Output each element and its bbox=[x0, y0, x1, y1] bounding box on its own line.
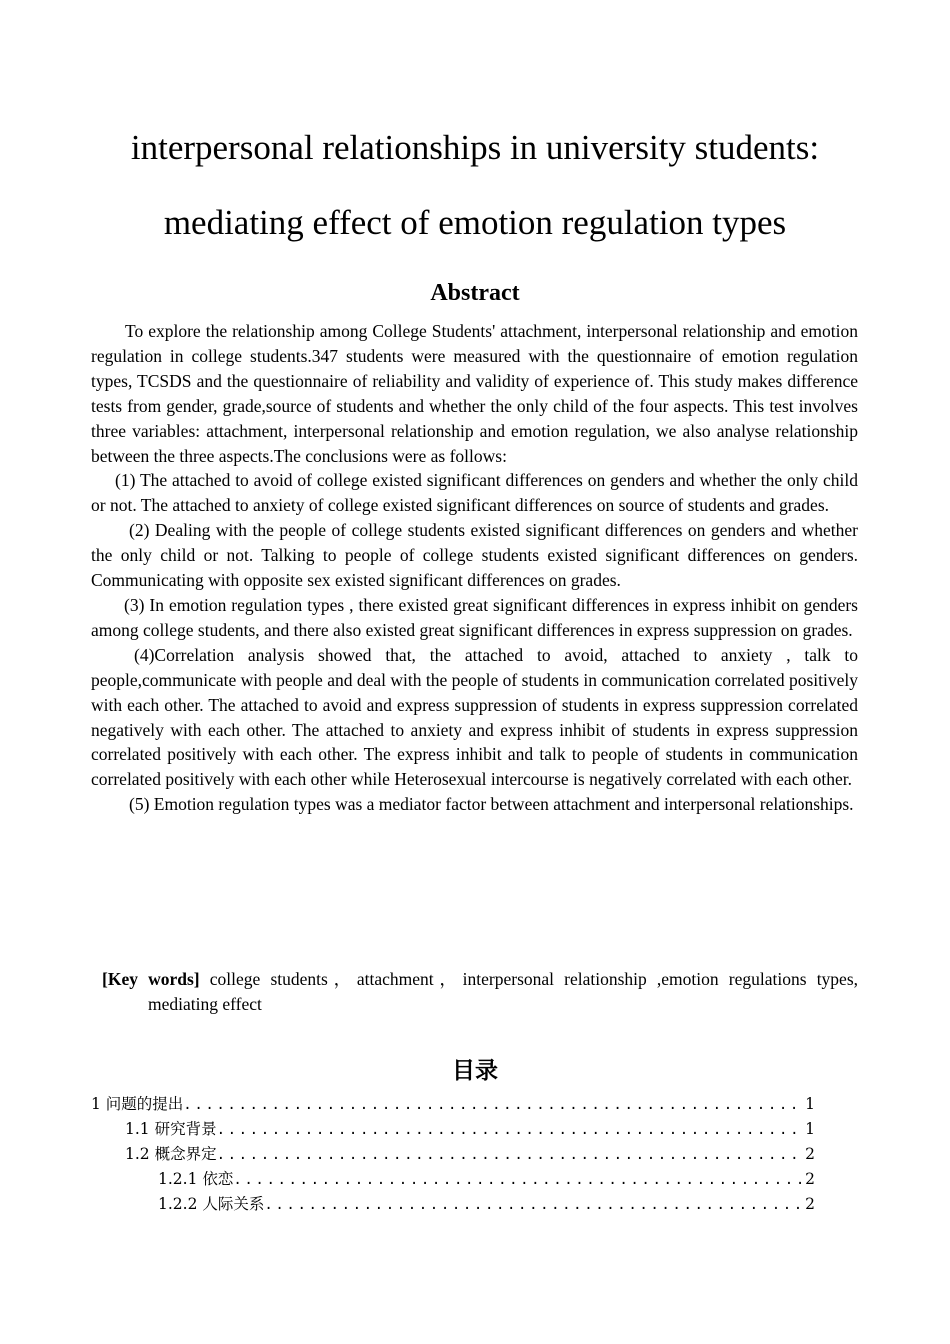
toc-entry-page: 1 bbox=[805, 1120, 815, 1138]
toc-entry[interactable] bbox=[91, 1167, 815, 1192]
toc-entry[interactable] bbox=[91, 1192, 815, 1217]
keywords bbox=[102, 967, 858, 1016]
paper-title-line-1: interpersonal relationships in university students: bbox=[130, 128, 820, 167]
abstract-paragraph-2: (2) Dealing with the people of college students existed significant differences on genders and whether the only child or not. Talking to people of college students existed significant differences on genders. Communicating with opposite sex existed significant differences on grades. bbox=[91, 520, 858, 591]
toc-entry[interactable] bbox=[91, 1092, 815, 1117]
abstract-paragraph-4: (4)Correlation analysis showed that, the attached to avoid, attached to anxiety , talk to people,communicate with people and deal with the people of students in communication correlated positively with each other. The attached to avoid and express suppression of students in express suppression correlated negatively with each other. The attached to anxiety and express inhibit of students in express suppression correlated positively with each other. The express inhibit and talk to people of students in communication correlated positively with each other while Heterosexual intercourse is negatively correlated with each other. bbox=[91, 644, 858, 790]
paper-title-line-2: mediating effect of emotion regulation types bbox=[163, 203, 787, 242]
toc-heading: 目录 bbox=[452, 1058, 498, 1084]
toc-entry-label: 1.2.1 依恋 bbox=[158, 1170, 234, 1188]
toc-entry-page: 1 bbox=[805, 1095, 815, 1113]
toc-leader-dots bbox=[183, 1097, 803, 1113]
keywords-label: [Key words] bbox=[102, 969, 200, 989]
toc-entry-page: 2 bbox=[805, 1170, 815, 1188]
toc-entry[interactable] bbox=[91, 1117, 815, 1142]
toc-entry-label: 1.2.2 人际关系 bbox=[158, 1195, 265, 1213]
toc-leader-dots bbox=[264, 1197, 803, 1213]
toc-entry-page: 2 bbox=[805, 1195, 815, 1213]
toc-entry-label: 1.1 研究背景 bbox=[125, 1120, 217, 1138]
abstract-heading: Abstract bbox=[430, 280, 520, 306]
toc-leader-dots bbox=[217, 1122, 804, 1138]
abstract-paragraph-intro: To explore the relationship among College Students' attachment, interpersonal relationship and emotion regulation in college students.347 students were measured with the questionnaire of emotion regulation types, TCSDS and the questionnaire of reliability and validity of experience of. This study makes difference tests from gender, grade,source of students and whether the only child of the four aspects. This test involves three variables: attachment, interpersonal relationship and emotion regulation, we also analyse relationship between the three aspects.The conclusions were as follows: bbox=[91, 321, 858, 466]
abstract-body bbox=[91, 319, 858, 817]
table-of-contents bbox=[91, 1092, 815, 1217]
toc-entry-page: 2 bbox=[805, 1145, 815, 1163]
abstract-paragraph-5: (5) Emotion regulation types was a mediator factor between attachment and interpersonal relationships. bbox=[129, 794, 854, 815]
toc-leader-dots bbox=[233, 1172, 803, 1188]
abstract-paragraph-1: (1) The attached to avoid of college existed significant differences on genders and whether the only child or not. The attached to anxiety of college existed significant differences on source of students and grades. bbox=[91, 470, 858, 516]
keywords-text: college students，attachment，interpersonal relationship ,emotion regulations types, mediating effect bbox=[148, 969, 859, 1014]
toc-entry-label: 1.2 概念界定 bbox=[125, 1145, 217, 1163]
toc-entry[interactable] bbox=[91, 1142, 815, 1167]
toc-leader-dots bbox=[217, 1147, 804, 1163]
abstract-paragraph-3: (3) In emotion regulation types , there existed great significant differences in express inhibit on genders among college students, and there also existed great significant differences in express suppression on grades. bbox=[91, 594, 858, 640]
toc-entry-label: 1 问题的提出 bbox=[91, 1095, 184, 1113]
